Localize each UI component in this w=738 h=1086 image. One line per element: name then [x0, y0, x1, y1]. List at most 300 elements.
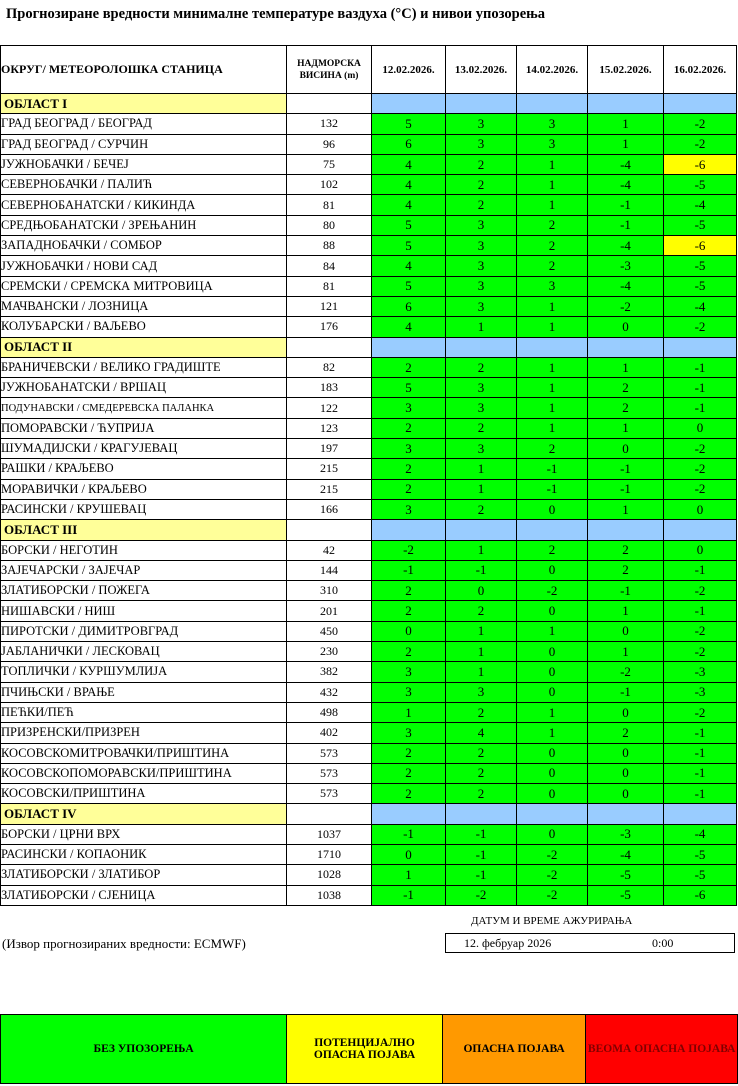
station-row [1, 317, 737, 337]
temperature-cell: -1 [588, 581, 664, 601]
temperature-cell: 2 [588, 398, 664, 418]
temperature-cell: 4 [372, 256, 446, 276]
region-row [1, 804, 737, 824]
temperature-cell: 2 [517, 215, 588, 235]
temperature-cell: 0 [588, 743, 664, 763]
temperature-cell: -1 [664, 784, 737, 804]
temperature-cell: 2 [372, 357, 446, 377]
station-row [1, 865, 737, 885]
header-row [1, 46, 737, 94]
station-altitude: 183 [287, 378, 372, 398]
temperature-cell: 3 [446, 215, 517, 235]
station-altitude: 42 [287, 540, 372, 560]
temperature-cell: -3 [588, 256, 664, 276]
temperature-cell: 2 [446, 154, 517, 174]
temperature-cell: 1 [446, 479, 517, 499]
temperature-cell: 4 [446, 723, 517, 743]
temperature-cell: -2 [446, 885, 517, 905]
station-row [1, 154, 737, 174]
temperature-cell: -6 [664, 154, 737, 174]
station-altitude: 122 [287, 398, 372, 418]
temperature-cell: 3 [446, 114, 517, 134]
station-altitude: 573 [287, 784, 372, 804]
station-altitude: 81 [287, 195, 372, 215]
temperature-cell: 3 [372, 439, 446, 459]
station-altitude: 81 [287, 276, 372, 296]
temperature-cell: 5 [372, 114, 446, 134]
station-altitude: 80 [287, 215, 372, 235]
temperature-cell: 0 [517, 560, 588, 580]
temperature-cell: 0 [588, 317, 664, 337]
station-altitude: 102 [287, 175, 372, 195]
station-name: ШУМАДИЈСКИ / КРАГУЈЕВАЦ [1, 439, 287, 459]
temperature-cell: 2 [588, 560, 664, 580]
station-row [1, 581, 737, 601]
station-altitude: 96 [287, 134, 372, 154]
station-name: КОСОВСКОМИТРОВАЧКИ/ПРИШТИНА [1, 743, 287, 763]
temperature-cell: -5 [664, 256, 737, 276]
station-row [1, 215, 737, 235]
temperature-cell: 0 [517, 662, 588, 682]
temperature-cell: 3 [372, 499, 446, 519]
station-row [1, 723, 737, 743]
temperature-cell: 2 [446, 357, 517, 377]
temperature-cell: 2 [372, 418, 446, 438]
temperature-cell: 4 [372, 195, 446, 215]
region-bar-cell [517, 94, 588, 114]
temperature-cell: -2 [664, 479, 737, 499]
station-row [1, 398, 737, 418]
temperature-cell: 2 [372, 642, 446, 662]
station-altitude: 498 [287, 702, 372, 722]
station-name: ПЧИЊСКИ / ВРАЊЕ [1, 682, 287, 702]
temperature-cell: -2 [588, 296, 664, 316]
temperature-cell: 0 [517, 601, 588, 621]
station-altitude: 573 [287, 763, 372, 783]
temperature-cell: 0 [446, 581, 517, 601]
temperature-cell: 3 [517, 276, 588, 296]
temperature-cell: -1 [446, 865, 517, 885]
temperature-cell: -3 [588, 824, 664, 844]
temperature-cell: -1 [588, 195, 664, 215]
station-row [1, 175, 737, 195]
temperature-cell: -2 [664, 459, 737, 479]
station-altitude: 230 [287, 642, 372, 662]
temperature-cell: 3 [446, 439, 517, 459]
temperature-cell: -2 [517, 865, 588, 885]
temperature-cell: -1 [446, 560, 517, 580]
station-name: ТОПЛИЧКИ / КУРШУМЛИЈА [1, 662, 287, 682]
temperature-cell: 2 [372, 743, 446, 763]
region-bar-cell [446, 804, 517, 824]
station-row [1, 844, 737, 864]
temperature-cell: -1 [517, 459, 588, 479]
station-altitude: 573 [287, 743, 372, 763]
temperature-cell: 1 [446, 662, 517, 682]
station-name: СРЕМСКИ / СРЕМСКА МИТРОВИЦА [1, 276, 287, 296]
temperature-cell: 1 [588, 642, 664, 662]
temperature-cell: 1 [517, 175, 588, 195]
temperature-cell: -1 [446, 844, 517, 864]
temperature-cell: 5 [372, 378, 446, 398]
station-row [1, 276, 737, 296]
station-row [1, 296, 737, 316]
temperature-cell: 1 [588, 499, 664, 519]
temperature-cell: 1 [517, 195, 588, 215]
region-bar-cell [372, 337, 446, 357]
station-name: МОРАВИЧКИ / КРАЉЕВО [1, 479, 287, 499]
temperature-cell: 2 [446, 763, 517, 783]
temperature-cell: 2 [517, 540, 588, 560]
station-altitude: 382 [287, 662, 372, 682]
station-row [1, 682, 737, 702]
temperature-cell: -1 [664, 357, 737, 377]
region-row [1, 337, 737, 357]
temperature-cell: -2 [517, 581, 588, 601]
temperature-cell: -3 [664, 682, 737, 702]
temperature-cell: 0 [664, 499, 737, 519]
temperature-cell: 0 [664, 418, 737, 438]
temperature-cell: 2 [446, 195, 517, 215]
station-name: КОСОВСКОПОМОРАВСКИ/ПРИШТИНА [1, 763, 287, 783]
temperature-cell: 1 [588, 418, 664, 438]
station-altitude: 1037 [287, 824, 372, 844]
temperature-cell: 3 [446, 378, 517, 398]
station-altitude: 215 [287, 479, 372, 499]
temperature-cell: 2 [588, 723, 664, 743]
station-column-header: ОКРУГ/ МЕТЕОРОЛОШКА СТАНИЦА [1, 46, 287, 94]
region-bar-cell [446, 337, 517, 357]
temperature-cell: 2 [517, 256, 588, 276]
legend-very-dangerous: ВЕОМА ОПАСНА ПОЈАВА [586, 1015, 737, 1083]
station-name: СЕВЕРНОБАЧКИ / ПАЛИЋ [1, 175, 287, 195]
temperature-cell: -3 [664, 662, 737, 682]
temperature-cell: 3 [446, 134, 517, 154]
temperature-cell: 5 [372, 236, 446, 256]
date-column-header: 14.02.2026. [517, 46, 588, 94]
warning-legend [0, 1014, 738, 1084]
region-bar-cell [372, 804, 446, 824]
region-spacer-cell [287, 337, 372, 357]
temperature-cell: -4 [588, 276, 664, 296]
region-bar-cell [517, 337, 588, 357]
temperature-cell: -1 [664, 763, 737, 783]
temperature-cell: -5 [664, 276, 737, 296]
temperature-cell: 6 [372, 134, 446, 154]
region-name: ОБЛАСТ IV [1, 804, 287, 824]
region-name: ОБЛАСТ III [1, 520, 287, 540]
temperature-cell: 0 [664, 540, 737, 560]
temperature-cell: 1 [446, 540, 517, 560]
temperature-cell: -6 [664, 885, 737, 905]
station-row [1, 560, 737, 580]
temperature-cell: -2 [664, 317, 737, 337]
station-name: СЕВЕРНОБАНАТСКИ / КИКИНДА [1, 195, 287, 215]
station-name: БОРСКИ / НЕГОТИН [1, 540, 287, 560]
station-row [1, 601, 737, 621]
region-bar-cell [664, 94, 737, 114]
temperature-cell: 0 [588, 784, 664, 804]
temperature-cell: 3 [372, 723, 446, 743]
date-column-header: 12.02.2026. [372, 46, 446, 94]
temperature-cell: 2 [372, 784, 446, 804]
station-altitude: 215 [287, 459, 372, 479]
temperature-cell: -1 [372, 824, 446, 844]
updated-box [445, 933, 735, 953]
temperature-cell: -1 [588, 459, 664, 479]
temperature-cell: -4 [588, 154, 664, 174]
region-bar-cell [664, 337, 737, 357]
station-name: РАСИНСКИ / КРУШЕВАЦ [1, 499, 287, 519]
temperature-cell: 2 [372, 459, 446, 479]
temperature-cell: 3 [372, 398, 446, 418]
station-row [1, 479, 737, 499]
region-bar-cell [372, 94, 446, 114]
station-row [1, 114, 737, 134]
station-name: БОРСКИ / ЦРНИ ВРХ [1, 824, 287, 844]
region-bar-cell [588, 337, 664, 357]
region-bar-cell [588, 520, 664, 540]
temperature-cell: 1 [446, 459, 517, 479]
station-row [1, 236, 737, 256]
station-name: СРЕДЊОБАНАТСКИ / ЗРЕЊАНИН [1, 215, 287, 235]
temperature-cell: -2 [517, 844, 588, 864]
temperature-cell: 0 [588, 763, 664, 783]
temperature-cell: -5 [588, 885, 664, 905]
temperature-cell: -2 [517, 885, 588, 905]
station-altitude: 310 [287, 581, 372, 601]
station-name: ГРАД БЕОГРАД / БЕОГРАД [1, 114, 287, 134]
station-name: РАСИНСКИ / КОПАОНИК [1, 844, 287, 864]
temperature-cell: -2 [664, 642, 737, 662]
date-column-header: 15.02.2026. [588, 46, 664, 94]
temperature-cell: 4 [372, 154, 446, 174]
temperature-cell: -5 [664, 865, 737, 885]
station-name: БРАНИЧЕВСКИ / ВЕЛИКО ГРАДИШТЕ [1, 357, 287, 377]
temperature-cell: -1 [664, 743, 737, 763]
station-row [1, 195, 737, 215]
station-altitude: 432 [287, 682, 372, 702]
temperature-cell: -6 [664, 236, 737, 256]
temperature-cell: 2 [372, 763, 446, 783]
station-row [1, 702, 737, 722]
station-row [1, 499, 737, 519]
temperature-cell: 1 [517, 296, 588, 316]
temperature-cell: -2 [664, 134, 737, 154]
temperature-cell: -1 [446, 824, 517, 844]
temperature-cell: 3 [446, 682, 517, 702]
station-row [1, 885, 737, 905]
station-altitude: 1028 [287, 865, 372, 885]
temperature-cell: -1 [372, 560, 446, 580]
station-name: МАЧВАНСКИ / ЛОЗНИЦА [1, 296, 287, 316]
station-name: ЗЛАТИБОРСКИ / ПОЖЕГА [1, 581, 287, 601]
temperature-cell: 2 [446, 702, 517, 722]
temperature-cell: 2 [517, 236, 588, 256]
station-altitude: 1710 [287, 844, 372, 864]
temperature-cell: -1 [664, 601, 737, 621]
station-row [1, 540, 737, 560]
updated-time: 0:00 [652, 936, 674, 950]
temperature-cell: 2 [446, 175, 517, 195]
station-altitude: 121 [287, 296, 372, 316]
temperature-cell: 0 [372, 844, 446, 864]
temperature-cell: 1 [517, 418, 588, 438]
temperature-cell: 1 [588, 114, 664, 134]
temperature-cell: -4 [588, 236, 664, 256]
temperature-cell: 3 [446, 276, 517, 296]
temperature-cell: 4 [372, 175, 446, 195]
temperature-cell: 2 [372, 601, 446, 621]
temperature-cell: 0 [517, 824, 588, 844]
temperature-cell: -2 [664, 581, 737, 601]
updated-date: 12. фебруар 2026 [464, 936, 552, 950]
temperature-cell: 2 [588, 540, 664, 560]
temperature-cell: -5 [664, 215, 737, 235]
temperature-cell: 1 [517, 398, 588, 418]
station-name: ЈУЖНОБАЧКИ / НОВИ САД [1, 256, 287, 276]
station-row [1, 256, 737, 276]
temperature-cell: 0 [372, 621, 446, 641]
station-row [1, 134, 737, 154]
temperature-cell: 5 [372, 276, 446, 296]
region-row [1, 520, 737, 540]
station-row [1, 642, 737, 662]
temperature-cell: -2 [664, 621, 737, 641]
temperature-cell: -4 [664, 296, 737, 316]
temperature-cell: 1 [517, 357, 588, 377]
station-name: РАШКИ / КРАЉЕВО [1, 459, 287, 479]
station-altitude: 450 [287, 621, 372, 641]
temperature-cell: 2 [446, 601, 517, 621]
temperature-cell: 3 [372, 682, 446, 702]
temperature-cell: 0 [517, 499, 588, 519]
station-altitude: 176 [287, 317, 372, 337]
region-name: ОБЛАСТ I [1, 94, 287, 114]
temperature-cell: 1 [588, 134, 664, 154]
station-altitude: 88 [287, 236, 372, 256]
region-bar-cell [588, 94, 664, 114]
temperature-cell: -4 [664, 824, 737, 844]
updated-label: ДАТУМ И ВРЕМЕ АЖУРИРАЊА [471, 915, 633, 927]
station-row [1, 621, 737, 641]
temperature-cell: 0 [588, 439, 664, 459]
legend-no-warning: БЕЗ УПОЗОРЕЊА [1, 1015, 287, 1083]
region-name: ОБЛАСТ II [1, 337, 287, 357]
station-row [1, 439, 737, 459]
station-row [1, 743, 737, 763]
temperature-cell: 1 [446, 642, 517, 662]
legend-dangerous: ОПАСНА ПОЈАВА [443, 1015, 587, 1083]
temperature-cell: 1 [588, 357, 664, 377]
temperature-cell: 0 [517, 642, 588, 662]
station-altitude: 132 [287, 114, 372, 134]
station-name: ПИРОТСКИ / ДИМИТРОВГРАД [1, 621, 287, 641]
region-spacer-cell [287, 94, 372, 114]
station-altitude: 84 [287, 256, 372, 276]
altitude-column-header [287, 46, 372, 94]
temperature-cell: 3 [446, 398, 517, 418]
temperature-cell: 3 [446, 296, 517, 316]
station-name: ЈАБЛАНИЧКИ / ЛЕСКОВАЦ [1, 642, 287, 662]
temperature-cell: 1 [588, 601, 664, 621]
station-altitude: 82 [287, 357, 372, 377]
station-name: ПРИЗРЕНСКИ/ПРИЗРЕН [1, 723, 287, 743]
temperature-cell: 5 [372, 215, 446, 235]
temperature-cell: 1 [372, 702, 446, 722]
station-altitude: 144 [287, 560, 372, 580]
region-spacer-cell [287, 520, 372, 540]
station-altitude: 201 [287, 601, 372, 621]
region-bar-cell [372, 520, 446, 540]
date-column-header: 16.02.2026. [664, 46, 737, 94]
temperature-cell: 1 [517, 702, 588, 722]
station-name: ЗЛАТИБОРСКИ / ЗЛАТИБОР [1, 865, 287, 885]
region-bar-cell [517, 804, 588, 824]
temperature-cell: 3 [517, 114, 588, 134]
altitude-header-line1: НАДМОРСКА [297, 58, 361, 69]
temperature-cell: 1 [372, 865, 446, 885]
temperature-cell: 6 [372, 296, 446, 316]
altitude-header-line2: ВИСИНА (m) [299, 70, 359, 81]
station-name: ЈУЖНОБАЧКИ / БЕЧЕЈ [1, 154, 287, 174]
temperature-cell: 1 [446, 317, 517, 337]
station-row [1, 418, 737, 438]
temperature-cell: -2 [664, 702, 737, 722]
station-name: ЈУЖНОБАНАТСКИ / ВРШАЦ [1, 378, 287, 398]
temperature-cell: -1 [664, 560, 737, 580]
station-altitude: 123 [287, 418, 372, 438]
station-altitude: 402 [287, 723, 372, 743]
region-row [1, 94, 737, 114]
temperature-cell: 0 [588, 702, 664, 722]
station-name: ЗАЈЕЧАРСКИ / ЗАЈЕЧАР [1, 560, 287, 580]
temperature-cell: 2 [446, 418, 517, 438]
temperature-cell: 2 [446, 784, 517, 804]
temperature-cell: 3 [517, 134, 588, 154]
station-row [1, 378, 737, 398]
region-bar-cell [664, 804, 737, 824]
station-altitude: 75 [287, 154, 372, 174]
station-name: КОЛУБАРСКИ / ВАЉЕВО [1, 317, 287, 337]
station-altitude: 197 [287, 439, 372, 459]
temperature-cell: 2 [446, 499, 517, 519]
region-bar-cell [664, 520, 737, 540]
temperature-cell: -5 [664, 844, 737, 864]
station-name: НИШАВСКИ / НИШ [1, 601, 287, 621]
date-column-header: 13.02.2026. [446, 46, 517, 94]
temperature-cell: -1 [588, 682, 664, 702]
temperature-cell: -1 [372, 885, 446, 905]
temperature-cell: 2 [372, 479, 446, 499]
station-name: ЗЛАТИБОРСКИ / СЈЕНИЦА [1, 885, 287, 905]
region-bar-cell [517, 520, 588, 540]
temperature-cell: -2 [372, 540, 446, 560]
station-row [1, 357, 737, 377]
temperature-cell: 1 [517, 317, 588, 337]
temperature-cell: 3 [372, 662, 446, 682]
temperature-cell: 2 [446, 743, 517, 763]
station-row [1, 784, 737, 804]
temperature-cell: -4 [588, 844, 664, 864]
region-bar-cell [446, 520, 517, 540]
temperature-cell: -5 [588, 865, 664, 885]
forecast-table [0, 45, 737, 906]
temperature-cell: 1 [517, 154, 588, 174]
temperature-cell: -1 [588, 479, 664, 499]
temperature-cell: 1 [517, 723, 588, 743]
station-name: ПЕЋКИ/ПЕЋ [1, 702, 287, 722]
